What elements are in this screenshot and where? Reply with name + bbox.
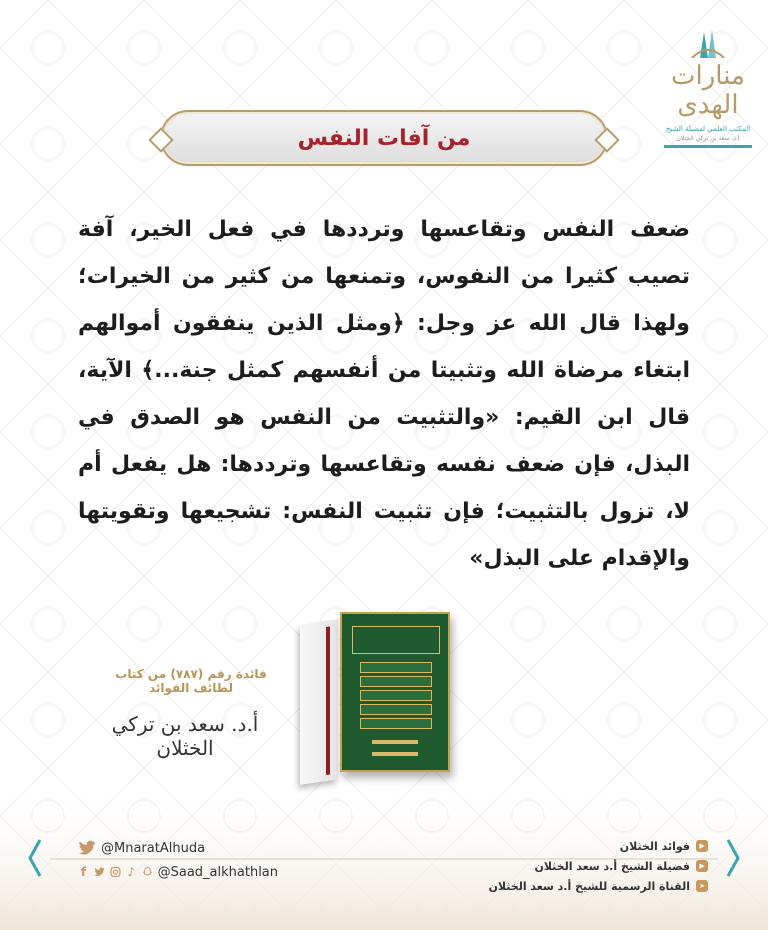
minaret-icon xyxy=(678,28,738,58)
logo-script: منارات الهدى xyxy=(671,61,745,120)
channel-item-telegram[interactable] xyxy=(458,876,708,896)
youtube-icon: ▶ xyxy=(696,840,708,852)
social-handle: @Saad_alkhathlan xyxy=(157,864,279,880)
source-caption: فائدة رقم (٧٨٧) من كتاب لطائف الفوائد xyxy=(115,667,267,695)
instagram-icon xyxy=(110,865,121,879)
snapchat-icon xyxy=(142,865,153,879)
logo-subtitle-name: أ.د. سعد بن تركي الخثلان xyxy=(676,135,740,143)
chevron-right-icon xyxy=(726,838,740,878)
twitter-row[interactable] xyxy=(78,836,278,860)
chevron-left-icon xyxy=(28,838,42,878)
title-banner xyxy=(164,114,604,162)
telegram-icon: ➤ xyxy=(696,880,708,892)
channel-item-youtube[interactable] xyxy=(458,836,708,856)
youtube-icon: ▶ xyxy=(696,860,708,872)
tiktok-icon: ♪ xyxy=(127,865,136,879)
page-title: من آفات النفس xyxy=(297,125,471,151)
logo-subtitle: المكتب العلمي لفضيلة الشيخ xyxy=(665,125,751,134)
twitter-icon xyxy=(94,865,105,879)
social-row[interactable] xyxy=(78,860,278,884)
channels-list xyxy=(458,836,708,896)
channel-label: فوائد الخثلان xyxy=(619,839,690,853)
book-image xyxy=(300,612,460,782)
social-links xyxy=(78,836,278,884)
brand-logo xyxy=(658,28,758,148)
twitter-handle: @MnaratAlhuda xyxy=(101,840,206,856)
facebook-icon: f xyxy=(80,865,87,879)
twitter-icon xyxy=(78,840,96,856)
body-text: ضعف النفس وتقاعسها وترددها في فعل الخير، آفة تصيب كثيرا من النفوس، وتمنعها من كثير من الخيرات؛ ولهذا قال الله عز وجل: ﴿ومثل الذين ينفقون أموالهم ابتغاء مرضاة الله وتثبيتا من أنفسهم كمثل جنة...﴾ الآية، قال ابن القيم: «والتثبيت من النفس هو الصدق في البذل، فإن ضعف نفسه وتقاعسها وترددها: هل يفعل أم لا، تزول بالتثبيت؛ فإن تثبيت النفس: تشجيعها وتقويتها والإقدام على البذل» xyxy=(78,217,690,571)
channel-label: فضيلة الشيخ أ.د سعد الخثلان xyxy=(534,859,690,873)
book-cover xyxy=(340,612,450,772)
book-back xyxy=(300,619,338,784)
channel-label: القناة الرسمية للشيخ أ.د سعد الخثلان xyxy=(488,879,690,893)
channel-item-youtube-2[interactable] xyxy=(458,856,708,876)
logo-bar xyxy=(664,145,752,148)
author-signature: أ.د. سعد بن تركي الخثلان xyxy=(111,712,259,760)
